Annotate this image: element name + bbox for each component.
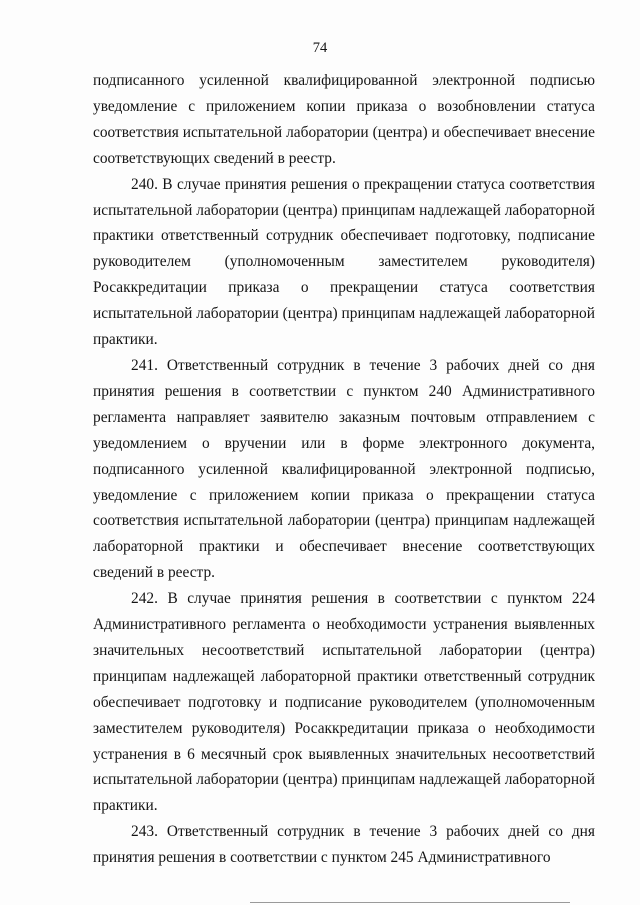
- paragraph-243: 243. Ответственный сотрудник в течение 3 рабочих дней со дня принятия решения в соответствии с пунктом 245 Административного: [93, 823, 595, 867]
- paragraph-241: 241. Ответственный сотрудник в течение 3 рабочих дней со дня принятия решения в соответствии с пунктом 240 Административного регламента направляет заявителю заказным почтовым отправлением с уведомлением о вручении или в форме электронного документа, подписанного усиленной квалифицированной электронной подписью, уведомление с приложением копии приказа о прекращении статуса соответствия испытательной лаборатории (центра) принципам надлежащей лабораторной практики и обеспечивает внесение соответствующих сведений в реестр.: [93, 356, 595, 582]
- scan-edge-line: [250, 902, 570, 903]
- paragraph-240: 240. В случае принятия решения о прекращении статуса соответствия испытательной лаборатории (центра) принципам надлежащей лабораторной практики ответственный сотрудник обеспечивает подготовку, подписание руководителем (уполномоченным заместителем руководителя) Росаккредитации приказа о прекращении статуса соответствия испытательной лаборатории (центра) принципам надлежащей лабораторной практики.: [93, 175, 595, 349]
- paragraph-242: 242. В случае принятия решения в соответствии с пунктом 224 Административного регламента о необходимости устранения выявленных значительных несоответствий испытательной лаборатории (центра) принципам надлежащей лабораторной практики ответственный сотрудник обеспечивает подготовку и подписание руководителем (уполномоченным заместителем руководителя) Росаккредитации приказа о необходимости устранения в 6 месячный срок выявленных значительных несоответствий испытательной лаборатории (центра) принципам надлежащей лабораторной практики.: [93, 590, 595, 815]
- document-body: [93, 68, 595, 871]
- paragraph-continuation: подписанного усиленной квалифицированной электронной подписью уведомление с приложением копии приказа о возобновлении статуса соответствия испытательной лаборатории (центра) и обеспечивает внесение соответствующих сведений в реестр.: [93, 72, 595, 167]
- page-number: 74: [312, 40, 328, 56]
